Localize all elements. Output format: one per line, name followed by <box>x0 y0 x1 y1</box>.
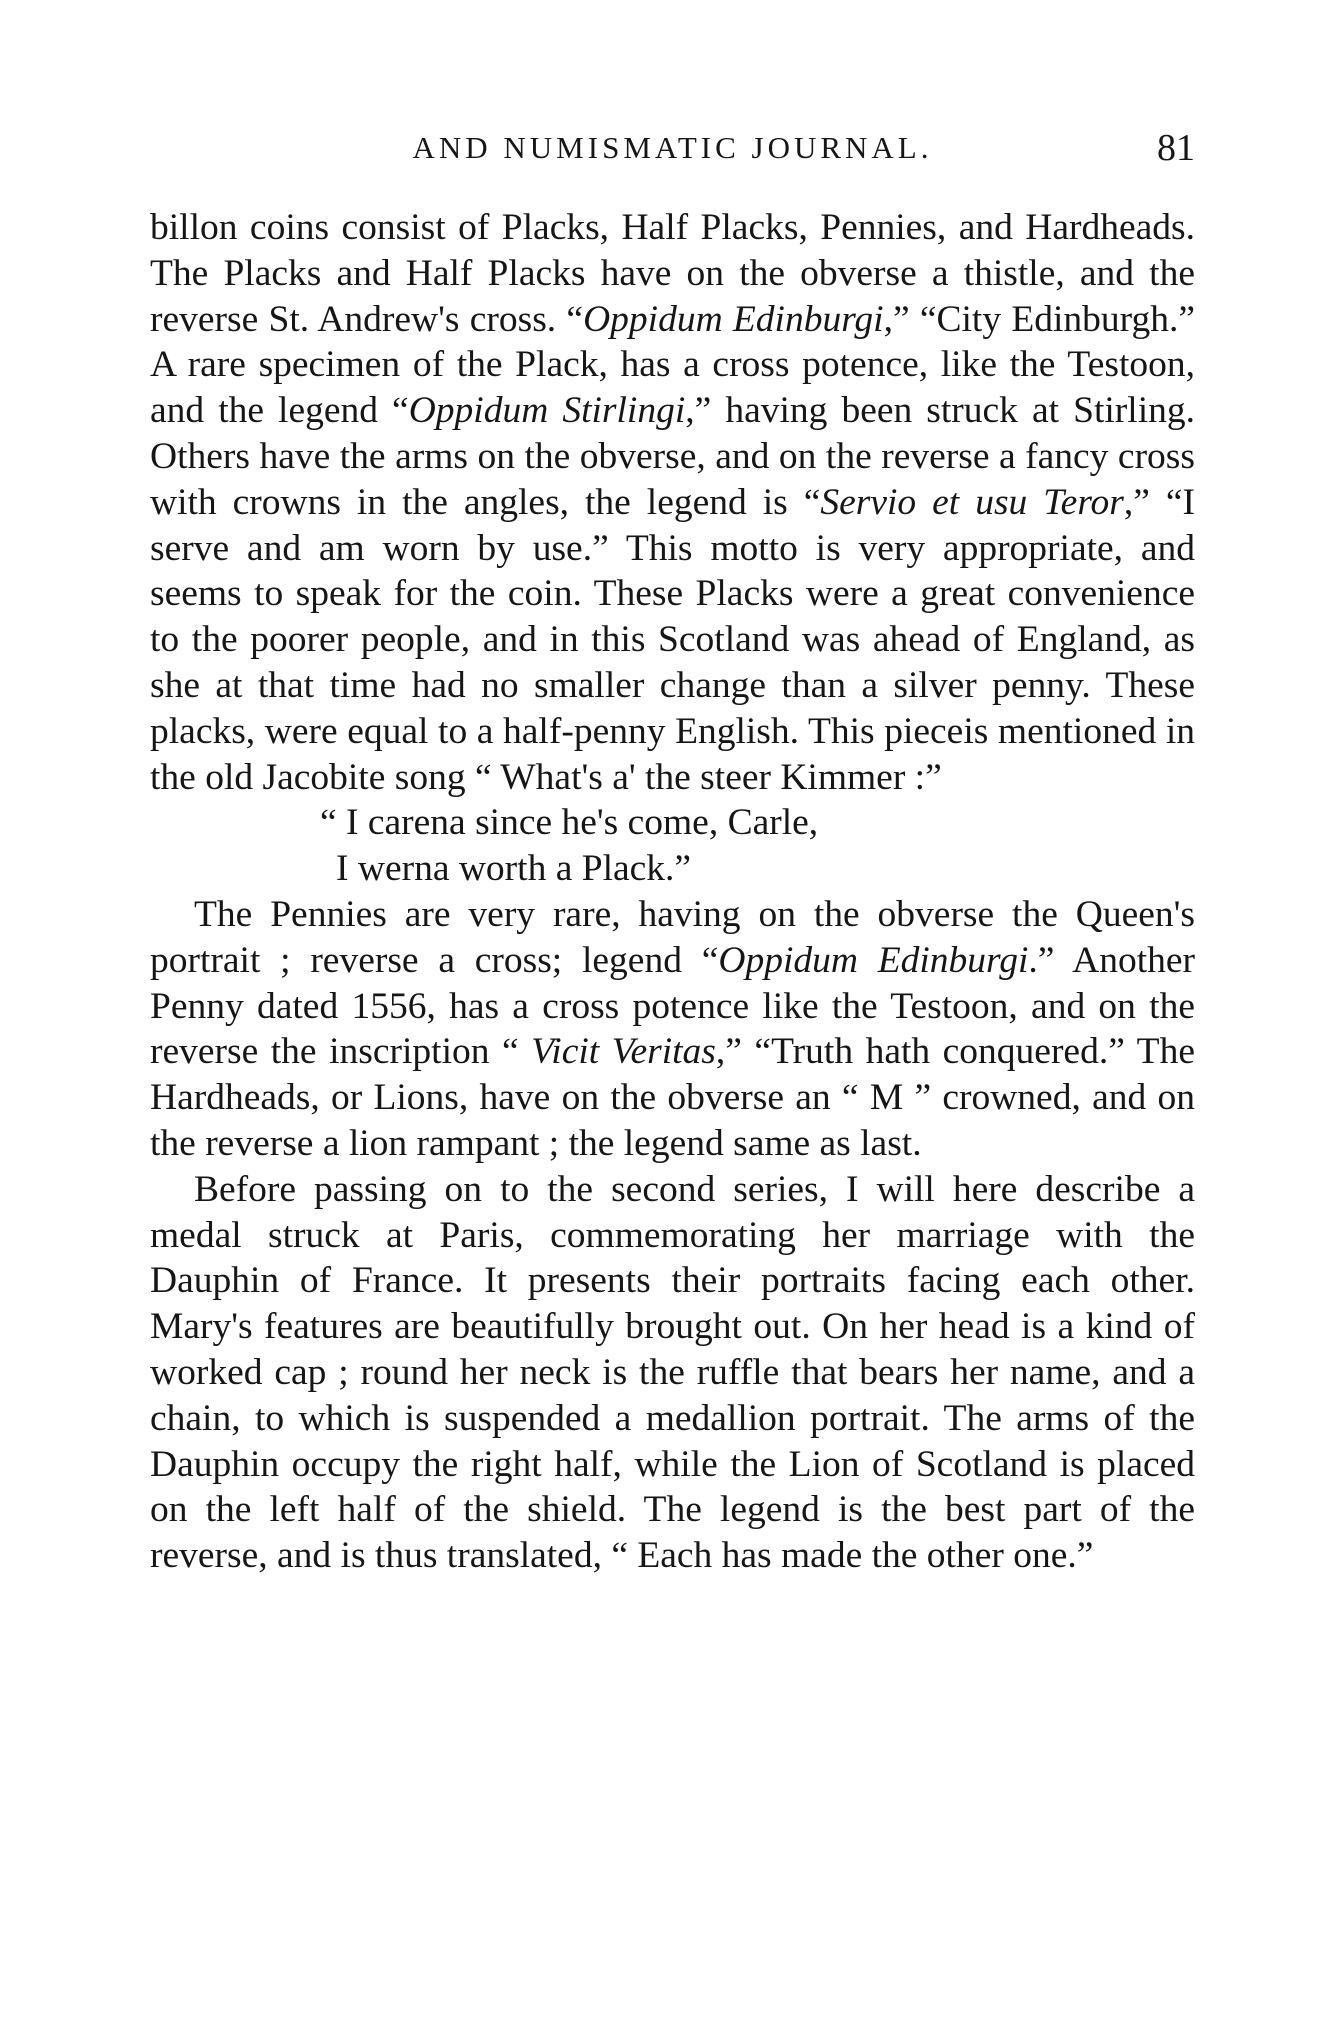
body-text <box>150 205 1195 1579</box>
text-run: The Pennies are very rare, having on the obverse the Queen's portrait ; reverse a cross; legend “ <box>150 893 1195 981</box>
paragraph-pennies <box>150 892 1195 1167</box>
italic-legend: Vicit Veritas <box>531 1031 716 1073</box>
text-run: ,” “Truth hath conquered.” The Hardheads, or Lions, have on the obverse an “ M ” crowned, and on the reverse a lion rampant ; the legend same as last. <box>150 1031 1195 1164</box>
text-run: billon coins consist of Placks, Half Placks, Pennies, and Hardheads. The Placks and Half Placks have on the obverse a thistle, and the reverse St. Andrew's cross. “ <box>150 207 1195 340</box>
italic-legend: Oppidum Edinburgi <box>583 298 884 340</box>
text-run: .” Another Penny dated 1556, has a cross potence like the Testoon, and on the reverse the inscription “ <box>150 939 1196 1073</box>
running-head <box>150 127 1195 180</box>
verse-quote <box>150 800 1195 892</box>
verse-line-1: “ I carena since he's come, Carle, <box>320 802 819 844</box>
paragraph-placks <box>150 205 1195 800</box>
text-run: ,” “I serve and am worn by use.” This motto is very appropriate, and seems to speak for the coin. These Placks were a great convenience to the poorer people, and in this Scotland was ahead of England, as she at that time had no smaller change than a silver penny. These placks, were equal to a half-penny English. This pieceis mentioned in the old Jacobite song “ What's a' the steer Kimmer :” <box>150 481 1196 798</box>
page-number: 81 <box>1157 127 1195 169</box>
italic-legend: Oppidum Stirlingi <box>408 390 686 432</box>
text-run: ,” “City Edinburgh.” A rare specimen of the Plack, has a cross potence, like the Testoon, and the legend “ <box>150 298 1196 432</box>
verse-line-2: I werna worth a Plack.” <box>336 848 692 890</box>
paragraph-medal: Before passing on to the second series, I will here describe a medal struck at Paris, commemorating her marriage with the Dauphin of France. It presents their portraits facing each other. Mary's features are beautifully brought out. On her head is a kind of worked cap ; round her neck is the ruffle that bears her name, and a chain, to which is suspended a medallion portrait. The arms of the Dauphin occupy the right half, while the Lion of Scotland is placed on the left half of the shield. The legend is the best part of the reverse, and is thus translated, “ Each has made the other one.” <box>150 1168 1195 1577</box>
italic-legend: Oppidum Edinburgi <box>718 939 1029 981</box>
text-run: ,” having been struck at Stirling. Others have the arms on the obverse, and on the reverse a fancy cross with crowns in the angles, the legend is “ <box>150 390 1195 523</box>
running-title: AND NUMISMATIC JOURNAL. <box>412 130 933 165</box>
italic-legend: Servio et usu Teror <box>820 481 1124 523</box>
